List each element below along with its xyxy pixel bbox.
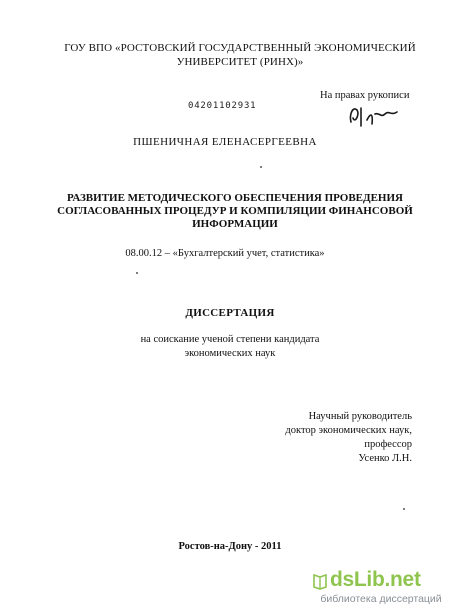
watermark-brand: dsLib.net	[330, 568, 421, 591]
degree-line-2: экономических наук	[184, 348, 276, 359]
thesis-title	[50, 192, 420, 231]
handwritten-signature	[345, 100, 405, 130]
city-year: Ростов-на-Дону - 2011	[178, 541, 282, 552]
degree-line-1: на соискание ученой степени кандидата	[140, 334, 320, 345]
document-type: ДИССЕРТАЦИЯ	[185, 307, 275, 319]
manuscript-rights-note: На правах рукописи	[320, 90, 410, 101]
institution-header	[40, 41, 440, 69]
document-registration-code: 04201102931	[188, 101, 257, 111]
dslib-watermark[interactable]	[312, 566, 450, 610]
institution-line-1: ГОУ ВПО «РОСТОВСКИЙ ГОСУДАРСТВЕННЫЙ ЭКОНОМИЧЕСКИЙ	[64, 42, 416, 54]
supervisor-degree: доктор экономических наук,	[285, 425, 412, 436]
thesis-title-line-2: СОГЛАСОВАННЫХ ПРОЦЕДУР И КОМПИЛЯЦИИ ФИНАНСОВОЙ	[57, 205, 413, 217]
scientific-supervisor	[285, 410, 412, 466]
scan-speck	[136, 272, 138, 274]
thesis-title-line-3: ИНФОРМАЦИИ	[192, 218, 278, 230]
scan-speck	[260, 166, 262, 168]
thesis-title-line-1: РАЗВИТИЕ МЕТОДИЧЕСКОГО ОБЕСПЕЧЕНИЯ ПРОВЕДЕНИЯ	[67, 192, 403, 204]
watermark-tagline: библиотека диссертаций	[320, 593, 442, 605]
institution-line-2: УНИВЕРСИТЕТ (РИНХ)»	[176, 56, 304, 68]
supervisor-name: Усенко Л.Н.	[358, 453, 412, 464]
book-icon	[312, 572, 328, 590]
author-name: ПШЕНИЧНАЯ ЕЛЕНАСЕРГЕЕВНА	[133, 136, 317, 148]
specialty-code: 08.00.12 – «Бухгалтерский учет, статистика»	[125, 248, 325, 259]
scan-speck	[403, 508, 405, 510]
degree-sought	[0, 333, 450, 361]
supervisor-role: Научный руководитель	[308, 411, 412, 422]
supervisor-rank: профессор	[364, 439, 412, 450]
